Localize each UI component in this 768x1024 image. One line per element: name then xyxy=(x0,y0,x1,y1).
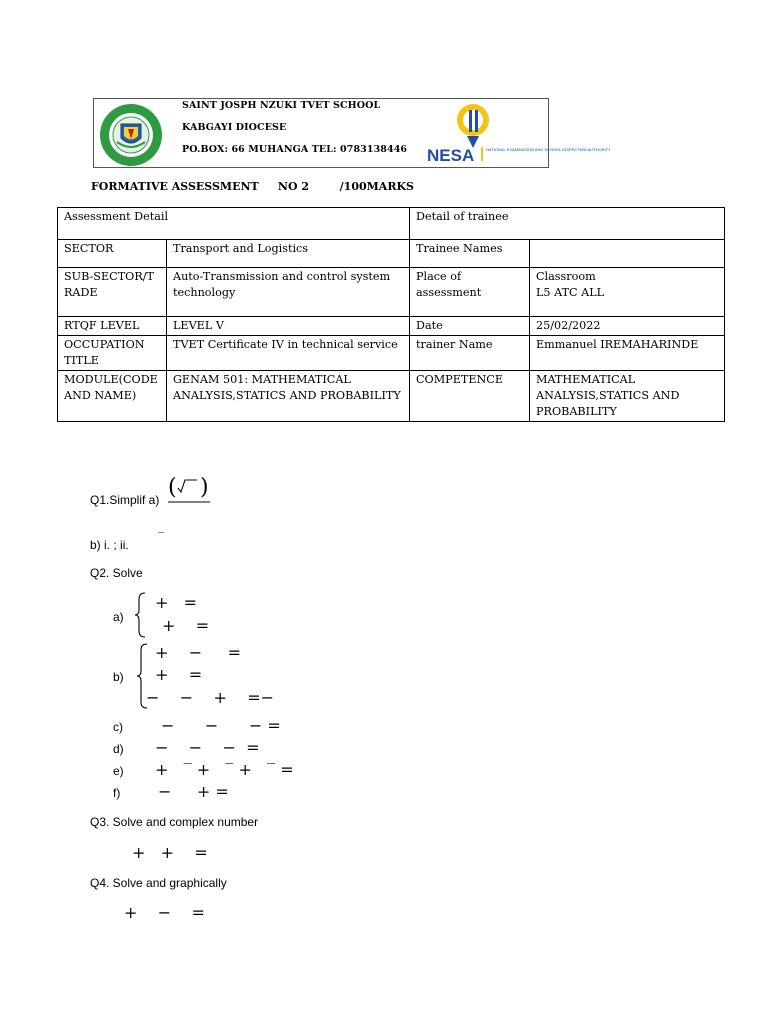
nesa-logo xyxy=(425,100,611,165)
assessment-title: FORMATIVE ASSESSMENT NO 2 /100MARKS xyxy=(91,180,414,193)
school-logo xyxy=(95,102,167,168)
table-header-right: Detail of trainee xyxy=(410,208,725,240)
question-2-label: Q2. Solve xyxy=(90,566,143,580)
nesa-text: NESA xyxy=(427,146,475,165)
table-row: SUB-SECTOR/TRADE Auto-Transmission and control system technology Place of assessment Classroom L5 ATC ALL xyxy=(58,268,725,317)
q2-part-f-label: f) xyxy=(113,786,121,800)
svg-text:(: ( xyxy=(168,475,177,500)
question-1b-label: b) i. ; ii. xyxy=(90,538,129,552)
q1b-overbar: ‾ xyxy=(158,530,164,544)
q2b-equation-2: + = xyxy=(155,665,203,684)
q2a-brace xyxy=(134,591,148,639)
question-4-label: Q4. Solve and graphically xyxy=(90,876,227,890)
table-row: SECTOR Transport and Logistics Trainee Names xyxy=(58,240,725,268)
school-info xyxy=(182,99,407,165)
q2a-equation-2: + = xyxy=(162,616,210,635)
svg-text:): ) xyxy=(200,475,209,500)
q2a-equation-1: + = xyxy=(155,593,198,612)
q3-equation: + + = xyxy=(132,843,208,862)
q2-part-c-label: c) xyxy=(113,720,123,734)
q2b-equation-3: − − + =− xyxy=(146,688,275,707)
assessment-detail-table xyxy=(57,207,725,422)
table-row: RTQF LEVEL LEVEL V Date 25/02/2022 xyxy=(58,317,725,336)
q2f-equation: − + = xyxy=(158,782,229,801)
nesa-subtitle: NATIONAL EXAMINATION AND SCHOOL INSPECTION AUTHORITY xyxy=(486,147,611,152)
q2c-equation: − − − = xyxy=(161,716,281,735)
table-row: MODULE(CODE AND NAME) GENAM 501: MATHEMATICAL ANALYSIS,STATICS AND PROBABILITY COMPETENCE MATHEMATICAL ANALYSIS,STATICS AND PROBABILITY xyxy=(58,371,725,422)
school-address: PO.BOX: 66 MUHANGA TEL: 0783138446 xyxy=(182,144,408,155)
question-1-label: Q1.Simplif a) xyxy=(90,493,160,507)
q2-part-b-label: b) xyxy=(113,670,124,684)
q2d-equation: − − − = xyxy=(155,738,260,757)
question-3-label: Q3. Solve and complex number xyxy=(90,815,259,829)
q2b-equation-1: + − = xyxy=(155,643,241,662)
school-name: SAINT JOSPH NZUKI TVET SCHOOL xyxy=(182,100,381,111)
table-header-left: Assessment Detail xyxy=(58,208,410,240)
school-diocese: KABGAYI DIOCESE xyxy=(182,122,287,133)
q2-part-e-label: e) xyxy=(113,764,124,778)
q2e-equation: + ‾ + ‾ + ‾ = xyxy=(155,760,294,779)
q4-equation: + − = xyxy=(124,903,205,922)
q2-part-a-label: a) xyxy=(113,610,124,624)
table-row: OCCUPATION TITLE TVET Certificate IV in technical service trainer Name Emmanuel IREMAHARINDE xyxy=(58,336,725,371)
q2-part-d-label: d) xyxy=(113,742,124,756)
q1-fraction-expression xyxy=(166,472,214,506)
